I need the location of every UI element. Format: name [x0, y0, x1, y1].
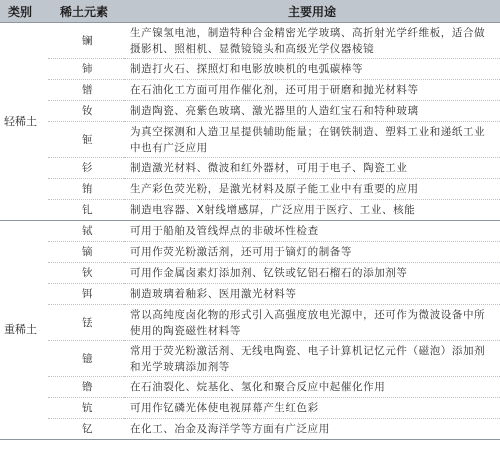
table-row: [0, 398, 500, 419]
use-cell: 可用作金属卤素灯添加剂、钇铁或钇铝石榴石的添加剂等: [124, 263, 500, 284]
table-header-row: [0, 0, 500, 23]
element-cell: 铥: [48, 305, 124, 341]
element-cell: 镧: [48, 23, 124, 59]
element-cell: 镨: [48, 80, 124, 101]
element-cell: 钇: [48, 419, 124, 440]
table-row: [0, 200, 500, 221]
element-cell: 铈: [48, 59, 124, 80]
table-row: [0, 221, 500, 242]
table-row: [0, 419, 500, 440]
element-cell: 镥: [48, 377, 124, 398]
header-use: 主要用途: [124, 0, 500, 23]
element-cell: 钷: [48, 122, 124, 158]
use-cell: 常以高纯度卤化物的形式引入高强度放电光源中，还可作为微波设备中所使用的陶瓷磁性材料等: [124, 305, 500, 341]
table-row: [0, 101, 500, 122]
table-row: [0, 341, 500, 377]
table-row: [0, 305, 500, 341]
header-element: 稀土元素: [48, 0, 124, 23]
element-cell: 镱: [48, 341, 124, 377]
table-row: [0, 263, 500, 284]
use-cell: 常用于荧光粉激活剂、无线电陶瓷、电子计算机记忆元件（磁泡）添加剂和光学玻璃添加剂等: [124, 341, 500, 377]
category-heavy-rare-earth: 重稀土: [0, 221, 48, 440]
element-cell: 铕: [48, 179, 124, 200]
element-cell: 镝: [48, 242, 124, 263]
table-row: [0, 377, 500, 398]
use-cell: 可用作荧光粉激活剂，还可用于镝灯的制备等: [124, 242, 500, 263]
heavy-rare-earth-group: [0, 221, 500, 440]
table-row: [0, 284, 500, 305]
use-cell: 生产彩色荧光粉，是激光材料及原子能工业中有重要的应用: [124, 179, 500, 200]
table-row: [0, 179, 500, 200]
use-cell: 制造陶瓷、亮紫色玻璃、激光器里的人造红宝石和特种玻璃: [124, 101, 500, 122]
table-row: [0, 122, 500, 158]
table-row: [0, 23, 500, 59]
element-cell: 钕: [48, 101, 124, 122]
use-cell: 制造激光材料、微波和红外器材，可用于电子、陶瓷工业: [124, 158, 500, 179]
table-row: [0, 242, 500, 263]
use-cell: 制造电容器、X射线增感屏，广泛应用于医疗、工业、核能: [124, 200, 500, 221]
use-cell: 可用于船舶及管线焊点的非破坏性检查: [124, 221, 500, 242]
light-rare-earth-group: [0, 23, 500, 221]
table-row: [0, 59, 500, 80]
table-row: [0, 158, 500, 179]
use-cell: 在石油化工方面可用作催化剂，还可用于研磨和抛光材料等: [124, 80, 500, 101]
element-cell: 钆: [48, 200, 124, 221]
use-cell: 在石油裂化、烷基化、氢化和聚合反应中起催化作用: [124, 377, 500, 398]
table-row: [0, 80, 500, 101]
element-cell: 铽: [48, 221, 124, 242]
use-cell: 制造打火石、探照灯和电影放映机的电弧碳棒等: [124, 59, 500, 80]
element-cell: 钬: [48, 263, 124, 284]
element-cell: 钐: [48, 158, 124, 179]
element-cell: 钪: [48, 398, 124, 419]
use-cell: 为真空探测和人造卫星提供辅助能量；在钢铁制造、塑料工业和递纸工业中也有广泛应用: [124, 122, 500, 158]
category-light-rare-earth: 轻稀土: [0, 23, 48, 221]
element-cell: 铒: [48, 284, 124, 305]
use-cell: 生产镍氢电池，制造特种合金精密光学玻璃、高折射光学纤维板，适合做摄影机、照相机、显微镜镜头和高级光学仪器棱镜: [124, 23, 500, 59]
header-category: 类别: [0, 0, 48, 23]
use-cell: 可用作钇磷光体使电视屏幕产生红色彩: [124, 398, 500, 419]
use-cell: 在化工、冶金及海洋学等方面有广泛应用: [124, 419, 500, 440]
use-cell: 制造玻璃着釉彩、医用激光材料等: [124, 284, 500, 305]
